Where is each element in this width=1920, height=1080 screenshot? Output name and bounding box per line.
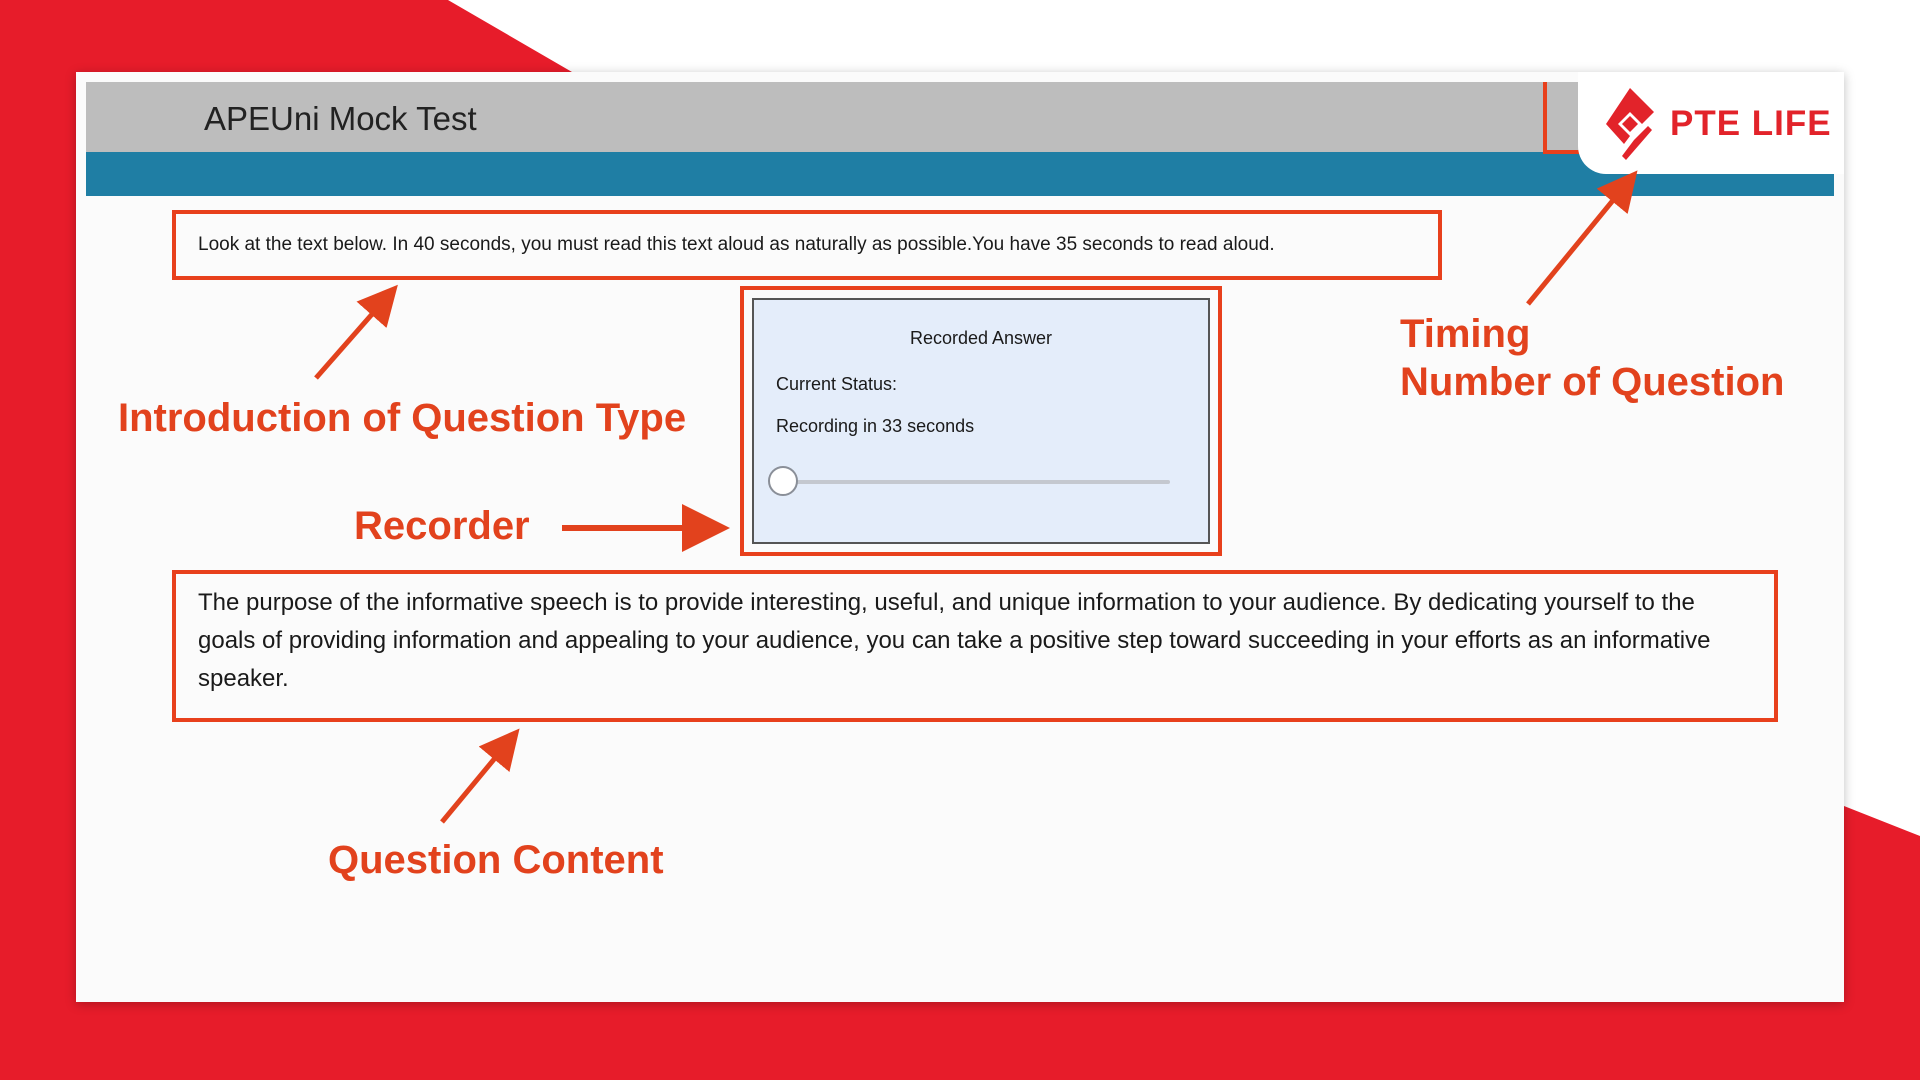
recorder-panel bbox=[752, 298, 1210, 544]
recorder-title: Recorded Answer bbox=[909, 328, 1053, 348]
brand-logo bbox=[1578, 72, 1844, 174]
timer-highlight bbox=[1543, 82, 1583, 154]
instruction-box bbox=[172, 210, 1442, 280]
callout-timing: Timing bbox=[1400, 312, 1531, 356]
callout-recorder: Recorder bbox=[354, 504, 530, 548]
recorder-status-value: Recording in 33 seconds bbox=[776, 416, 975, 436]
question-content-box bbox=[172, 570, 1778, 722]
recording-progress-track bbox=[794, 480, 1170, 484]
brand-name: PTE LIFE bbox=[1670, 104, 1832, 143]
instruction-text: Look at the text below. In 40 seconds, you must read this text aloud as naturally as possible.You have 35 seconds to read aloud. bbox=[198, 234, 1275, 255]
question-content-text: The purpose of the informative speech is to provide interesting, useful, and unique information to your audience. By dedicating yourself to the goals of providing information and appealing to your audience, you can take a positive step toward succeeding in your efforts as an informative speaker. bbox=[198, 589, 1711, 692]
callout-question-type: Introduction of Question Type bbox=[118, 396, 687, 440]
callout-question-content: Question Content bbox=[328, 838, 664, 882]
brand-logo-icon bbox=[1604, 86, 1656, 162]
app-title: APEUni Mock Test bbox=[204, 100, 477, 137]
header-blue-bar bbox=[86, 152, 1834, 196]
recorder-highlight bbox=[740, 286, 1222, 556]
callout-number-of-question: Number of Question bbox=[1400, 360, 1785, 404]
recording-progress-knob[interactable] bbox=[768, 466, 798, 496]
recorder-status-label: Current Status: bbox=[776, 374, 898, 394]
